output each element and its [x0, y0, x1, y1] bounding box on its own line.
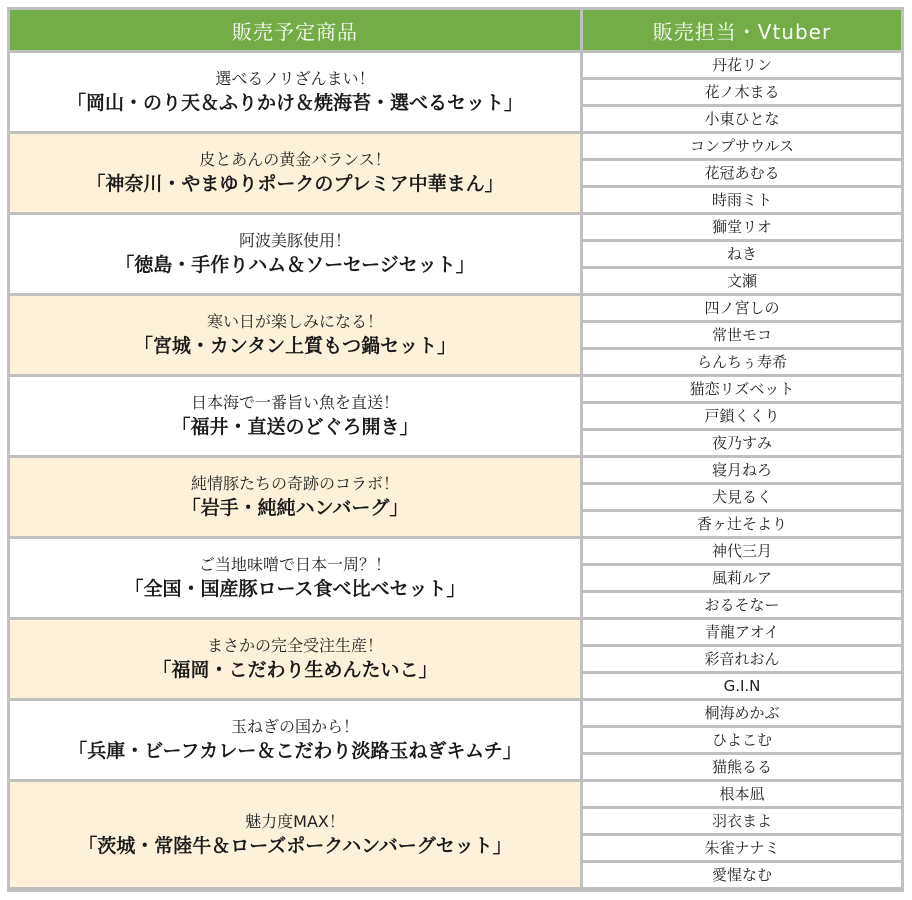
vtuber-name: 犬見るく: [583, 485, 901, 509]
vtuber-name: 彩音れおん: [583, 647, 901, 671]
product-catchphrase: 魅力度MAX！: [245, 811, 345, 831]
product-cell: [10, 701, 580, 779]
vtuber-name: 朱雀ナナミ: [583, 836, 901, 860]
product-catchphrase: 玉ねぎの国から！: [230, 717, 359, 736]
vtuber-name: 文瀬: [583, 269, 901, 293]
vtuber-name: 神代三月: [583, 539, 901, 563]
vtuber-name: 小東ひとな: [583, 107, 901, 131]
product-catchphrase: ご当地味噌で日本一周？！: [198, 555, 391, 574]
product-name: 「全国・国産豚ロース食べ比べセット」: [124, 578, 466, 600]
product-name: 「神奈川・やまゆりポークのプレミア中華まん」: [86, 173, 504, 195]
table-row: [10, 539, 901, 563]
product-catchphrase: 純情豚たちの奇跡のコラボ！: [190, 474, 399, 493]
product-catchphrase: 皮とあんの黄金バランス！: [199, 150, 391, 169]
product-name: 「福岡・こだわり生めんたいこ」: [152, 659, 438, 681]
table-body: [10, 53, 901, 887]
vtuber-name: 香ヶ辻そより: [583, 512, 901, 536]
product-name: 「茨城・常陸牛＆ローズポークハンバーグセット」: [78, 834, 512, 857]
table-row: [10, 134, 901, 158]
vtuber-name: 青龍アオイ: [583, 620, 901, 644]
product-name: 「岡山・のり天＆ふりかけ＆焼海苔・選べるセット」: [66, 92, 523, 114]
vtuber-name: 風莉ルア: [583, 566, 901, 590]
table-row: [10, 53, 901, 77]
header-row: [10, 10, 901, 50]
product-name: 「兵庫・ビーフカレー＆こだわり淡路玉ねぎキムチ」: [68, 740, 522, 762]
table-row: [10, 458, 901, 482]
product-catchphrase: 阿波美豚使用！: [238, 231, 351, 250]
vtuber-name: 四ノ宮しの: [583, 296, 901, 320]
product-cell: [10, 134, 580, 212]
vtuber-name: 時雨ミト: [583, 188, 901, 212]
table-row: [10, 782, 901, 806]
product-cell: [10, 215, 580, 293]
table-row: [10, 215, 901, 239]
vtuber-name: おるそなー: [583, 593, 901, 617]
table-row: [10, 701, 901, 725]
vtuber-name: ねき: [583, 242, 901, 266]
vtuber-name: 桐海めかぶ: [583, 701, 901, 725]
sales-table: [7, 7, 904, 890]
vtuber-name: 寝月ねろ: [583, 458, 901, 482]
vtuber-name: ひよこむ: [583, 728, 901, 752]
product-catchphrase: 日本海で一番旨い魚を直送！: [190, 393, 399, 412]
product-cell: [10, 620, 580, 698]
vtuber-name: 根本凪: [583, 782, 901, 806]
table-row: [10, 296, 901, 320]
product-catchphrase: まさかの完全受注生産！: [206, 636, 383, 655]
product-catchphrase: 選べるノリざんまい！: [215, 69, 375, 88]
product-cell: [10, 296, 580, 374]
product-cell: [10, 377, 580, 455]
vtuber-name: 花ノ木まる: [583, 80, 901, 104]
product-catchphrase: 寒い日が楽しみになる！: [206, 312, 383, 331]
vtuber-name: コンプサウルス: [583, 134, 901, 158]
vtuber-name: 花冠あむる: [583, 161, 901, 185]
vtuber-name: 夜乃すみ: [583, 431, 901, 455]
vtuber-name: らんちぅ寿希: [583, 350, 901, 374]
product-name: 「宮城・カンタン上質もつ鍋セット」: [133, 335, 457, 357]
product-name: 「福井・直送のどぐろ開き」: [171, 416, 419, 438]
vtuber-name: 丹花リン: [583, 53, 901, 77]
product-name: 「岩手・純純ハンバーグ」: [181, 497, 409, 519]
vtuber-name: 猫熊るる: [583, 755, 901, 779]
sales-table-frame: [7, 7, 904, 892]
table-row: [10, 620, 901, 644]
vtuber-name: 猫恋リズベット: [583, 377, 901, 401]
product-name: 「徳島・手作りハム＆ソーセージセット」: [115, 254, 475, 276]
product-cell: [10, 782, 580, 887]
vtuber-name: 戸鎖くくり: [583, 404, 901, 428]
product-cell: [10, 458, 580, 536]
product-cell: [10, 539, 580, 617]
header-vtuber: 販売担当・Vtuber: [583, 10, 901, 50]
table-row: [10, 377, 901, 401]
vtuber-name: 獅堂リオ: [583, 215, 901, 239]
product-cell: [10, 53, 580, 131]
header-product: 販売予定商品: [10, 10, 580, 50]
vtuber-name: 常世モコ: [583, 323, 901, 347]
vtuber-name: G.I.N: [583, 674, 901, 698]
vtuber-name: 羽衣まよ: [583, 809, 901, 833]
vtuber-name: 愛惺なむ: [583, 863, 901, 887]
